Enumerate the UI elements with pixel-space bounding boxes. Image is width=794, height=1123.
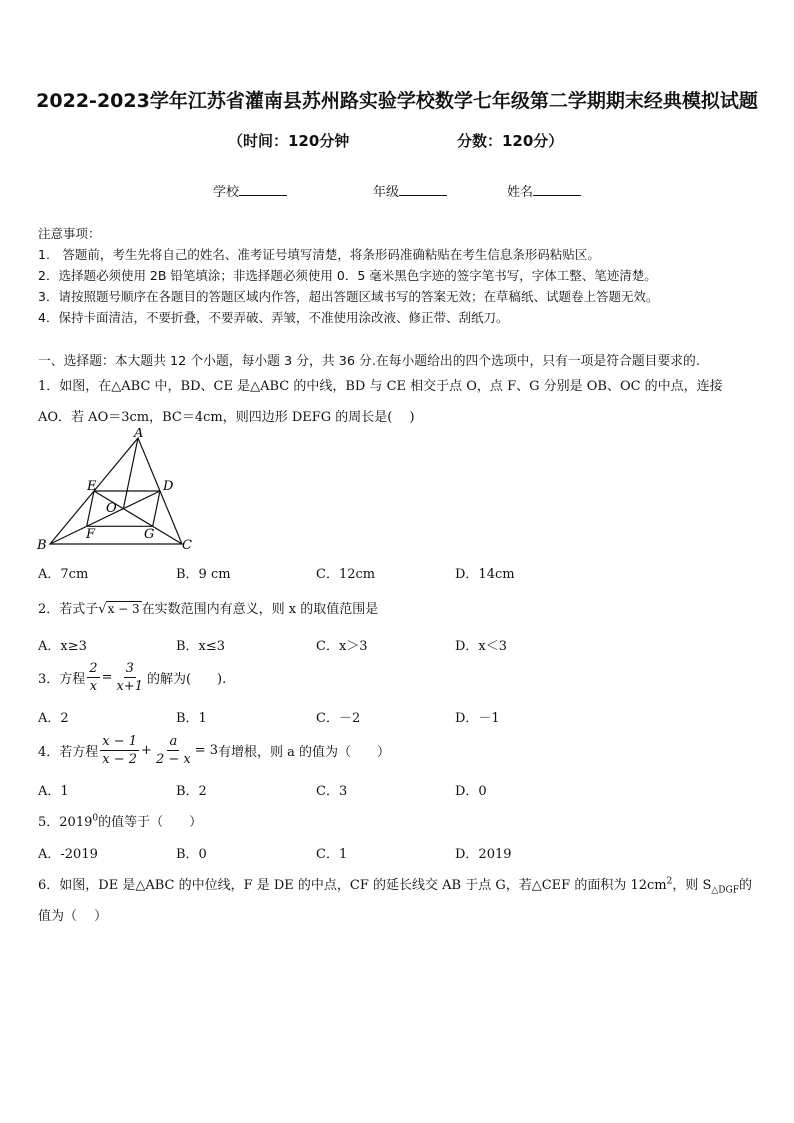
q3-option-d: D．－1 bbox=[455, 711, 500, 726]
sqrt-sign: √ bbox=[98, 602, 107, 617]
q3-suffix: 的解为( ). bbox=[146, 672, 227, 687]
q4-option-b: B．2 bbox=[176, 784, 207, 799]
exam-title: 2022-2023学年江苏省灌南县苏州路实验学校数学七年级第二学期期末经典模拟试题 bbox=[36, 90, 758, 112]
label-b: B bbox=[37, 538, 47, 553]
name-blank bbox=[533, 183, 581, 196]
grade-label: 年级 bbox=[373, 185, 400, 200]
q4-fraction-right: $\frac{a}{2 - x}$ bbox=[155, 734, 191, 767]
q3-option-b: B．1 bbox=[176, 711, 207, 726]
q1-line1: 1．如图，在△ABC 中，BD、CE 是△ABC 的中线，BD 与 CE 相交于点 O，点 F、G 分别是 OB、OC 的中点，连接 bbox=[38, 379, 723, 394]
q3-fraction-left: $\frac{2}{x}$ bbox=[89, 661, 98, 694]
q4-stem bbox=[38, 733, 390, 768]
q4-fraction-left: $\frac{x - 1}{x - 2}$ bbox=[102, 734, 138, 767]
school-field bbox=[213, 181, 287, 200]
q3-option-c: C．－2 bbox=[316, 711, 361, 726]
q1-option-c: C．12cm bbox=[316, 567, 376, 582]
q3-prefix: 3．方程 bbox=[38, 672, 86, 687]
q2-radicand: x − 3 bbox=[107, 602, 140, 616]
label-a: A bbox=[134, 428, 144, 441]
segment-ao bbox=[123, 438, 138, 509]
q4-option-d: D．0 bbox=[455, 784, 487, 799]
segment-ce bbox=[94, 491, 182, 544]
q2-stem bbox=[38, 598, 378, 617]
notes-heading: 注意事项： bbox=[38, 226, 101, 241]
q5-prefix: 5．2019 bbox=[38, 815, 93, 830]
q4-suffix: 有增根，则 a 的值为（ ） bbox=[218, 745, 391, 760]
label-o: O bbox=[106, 501, 117, 516]
school-label: 学校 bbox=[213, 185, 240, 200]
q3-equals: = bbox=[101, 670, 113, 685]
q4-equals: = 3 bbox=[194, 743, 219, 758]
q1-option-b: B．9 cm bbox=[176, 567, 231, 582]
q2-option-c: C．x＞3 bbox=[316, 639, 368, 654]
q6-line1: 6．如图，DE 是△ABC 的中位线，F 是 DE 的中点，CF 的延长线交 AB 于点 G，若△CEF 的面积为 $12cm^2$，则 $S_{\triangle DGF}$的 bbox=[38, 876, 752, 896]
q2-option-a: A．x≥3 bbox=[38, 639, 87, 654]
label-d: D bbox=[163, 479, 174, 494]
q3-fraction-right: $\frac{3}{x+1}$ bbox=[116, 661, 143, 694]
q5-option-c: C．1 bbox=[316, 847, 348, 862]
q1-option-a: A．7cm bbox=[38, 567, 89, 582]
q4-option-c: C．3 bbox=[316, 784, 348, 799]
q1-option-d: D．14cm bbox=[455, 567, 515, 582]
q5-stem bbox=[38, 811, 202, 830]
note-item: 2．选择题必须使用 2B 铅笔填涂；非选择题必须使用 0．5 毫米黑色字迹的签字笔书写，字体工整、笔迹清楚。 bbox=[38, 268, 657, 283]
label-e: E bbox=[87, 479, 97, 494]
q1-line2: AO．若 AO＝3cm，BC＝4cm，则四边形 DEFG 的周长是( ) bbox=[38, 410, 415, 425]
q1-triangle-figure bbox=[30, 428, 200, 556]
q3-stem bbox=[38, 660, 226, 695]
name-field bbox=[507, 181, 581, 200]
exam-score: 分数：120分） bbox=[457, 132, 564, 150]
q4-option-a: A．1 bbox=[38, 784, 69, 799]
exam-time: （时间：120分钟 bbox=[228, 132, 350, 150]
segment-dg bbox=[153, 491, 160, 526]
q3-option-a: A．2 bbox=[38, 711, 69, 726]
q4-plus: + bbox=[141, 743, 152, 758]
q5-option-d: D．2019 bbox=[455, 847, 512, 862]
q5-exponent: 0 bbox=[92, 813, 99, 824]
label-f: F bbox=[86, 527, 96, 542]
q5-option-a: A．-2019 bbox=[38, 847, 98, 862]
q5-option-b: B．0 bbox=[176, 847, 207, 862]
q2-option-d: D．x＜3 bbox=[455, 639, 508, 654]
grade-blank bbox=[399, 183, 447, 196]
grade-field bbox=[373, 181, 447, 200]
label-g: G bbox=[144, 527, 155, 542]
label-c: C bbox=[182, 538, 192, 553]
q2-suffix: 在实数范围内有意义，则 x 的取值范围是 bbox=[141, 602, 379, 617]
section-heading: 一、选择题：本大题共 12 个小题，每小题 3 分，共 36 分.在每小题给出的四个选项中，只有一项是符合题目要求的. bbox=[38, 354, 700, 369]
q6-line2: 值为（ ） bbox=[38, 909, 108, 924]
q5-suffix: 的值等于（ ） bbox=[98, 815, 203, 830]
q2-prefix: 2．若式子 bbox=[38, 602, 99, 617]
school-blank bbox=[239, 183, 287, 196]
note-item: 3．请按照题号顺序在各题目的答题区域内作答，超出答题区域书写的答案无效；在草稿纸、试题卷上答题无效。 bbox=[38, 289, 659, 304]
q2-option-b: B．x≤3 bbox=[176, 639, 226, 654]
note-item: 1. 答题前，考生先将自己的姓名、准考证号填写清楚，将条形码准确粘贴在考生信息条形码粘贴区。 bbox=[38, 247, 600, 262]
note-item: 4．保持卡面清洁，不要折叠，不要弄破、弄皱，不准使用涂改液、修正带、刮纸刀。 bbox=[38, 310, 509, 325]
q4-prefix: 4．若方程 bbox=[38, 745, 99, 760]
name-label: 姓名 bbox=[507, 185, 534, 200]
